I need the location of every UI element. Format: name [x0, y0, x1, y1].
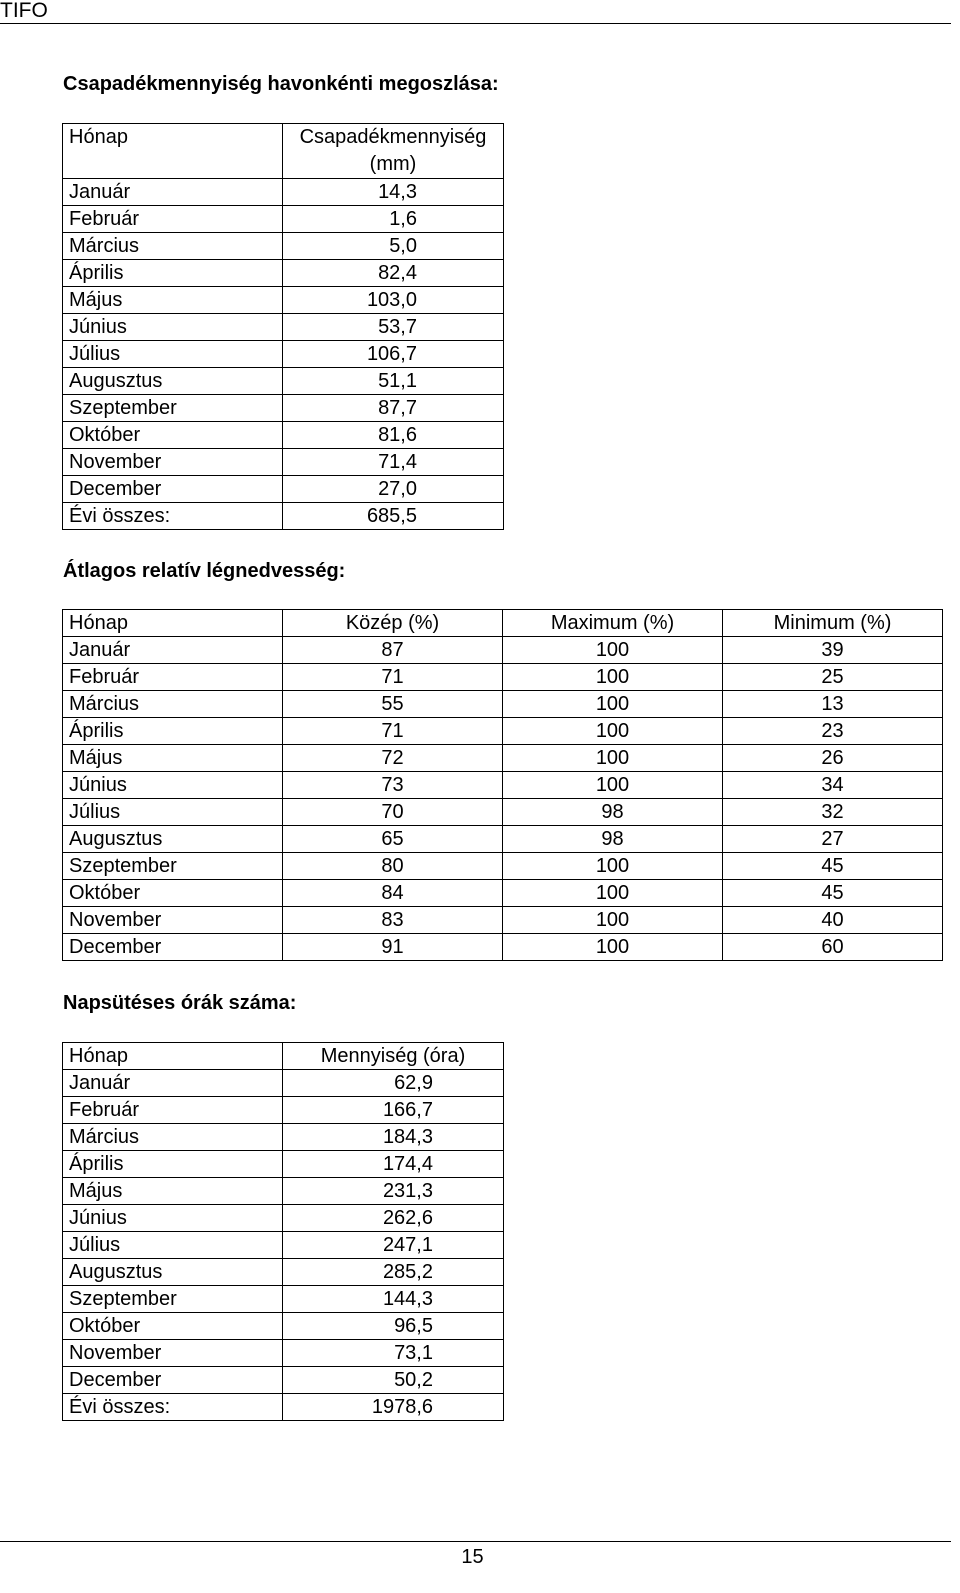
row-label: Augusztus — [63, 826, 283, 853]
table-row — [63, 476, 504, 503]
cell-value: 100 — [503, 772, 723, 799]
cell-value: 13 — [723, 691, 943, 718]
cell-value: 100 — [503, 637, 723, 664]
cell-value: 55 — [283, 691, 503, 718]
row-label: Október — [63, 1313, 283, 1340]
table-row — [63, 1151, 504, 1178]
cell-value: 1978,6 — [283, 1394, 504, 1421]
table-row — [63, 341, 504, 368]
humidity-title: Átlagos relatív légnedvesség: — [63, 560, 346, 582]
column-header: Közép (%) — [283, 610, 503, 637]
table-row — [63, 799, 943, 826]
cell-value: 106,7 — [283, 341, 504, 368]
cell-value: 144,3 — [283, 1286, 504, 1313]
cell-value: 34 — [723, 772, 943, 799]
table-row — [63, 314, 504, 341]
column-header: Maximum (%) — [503, 610, 723, 637]
cell-value: 80 — [283, 853, 503, 880]
cell-value: 685,5 — [283, 503, 504, 530]
precipitation-table — [62, 123, 504, 530]
cell-value: 45 — [723, 853, 943, 880]
table-row — [63, 1259, 504, 1286]
cell-value: 62,9 — [283, 1070, 504, 1097]
row-label: Május — [63, 287, 283, 314]
cell-value: 70 — [283, 799, 503, 826]
cell-value: 100 — [503, 664, 723, 691]
table-row — [63, 1205, 504, 1232]
row-label: Augusztus — [63, 368, 283, 395]
cell-value: 40 — [723, 907, 943, 934]
row-label: Március — [63, 1124, 283, 1151]
column-header: Minimum (%) — [723, 610, 943, 637]
cell-value: 71 — [283, 664, 503, 691]
cell-value: 174,4 — [283, 1151, 504, 1178]
cell-value: 100 — [503, 934, 723, 961]
row-label: Május — [63, 1178, 283, 1205]
cell-value: 73,1 — [283, 1340, 504, 1367]
table-row — [63, 1313, 504, 1340]
row-label: Április — [63, 718, 283, 745]
row-label: December — [63, 934, 283, 961]
table-row — [63, 1070, 504, 1097]
cell-value: 100 — [503, 853, 723, 880]
cell-value: 82,4 — [283, 260, 504, 287]
sunshine-table — [62, 1042, 504, 1421]
cell-value: 27,0 — [283, 476, 504, 503]
column-header: Csapadékmennyiség (mm) — [283, 124, 504, 179]
humidity-table — [62, 609, 943, 961]
table-row — [63, 368, 504, 395]
table-row — [63, 503, 504, 530]
cell-value: 262,6 — [283, 1205, 504, 1232]
table-row — [63, 1286, 504, 1313]
row-label: Július — [63, 1232, 283, 1259]
cell-value: 1,6 — [283, 206, 504, 233]
table-row — [63, 1394, 504, 1421]
row-label: November — [63, 907, 283, 934]
table-row — [63, 1097, 504, 1124]
cell-value: 100 — [503, 718, 723, 745]
row-label: Február — [63, 1097, 283, 1124]
table-row — [63, 260, 504, 287]
table-row — [63, 1340, 504, 1367]
cell-value: 98 — [503, 799, 723, 826]
table-row — [63, 449, 504, 476]
column-header: Hónap — [63, 610, 283, 637]
page-number: 15 — [461, 1546, 484, 1568]
cell-value: 71,4 — [283, 449, 504, 476]
cell-value: 71 — [283, 718, 503, 745]
table-row — [63, 233, 504, 260]
cell-value: 50,2 — [283, 1367, 504, 1394]
row-label: Augusztus — [63, 1259, 283, 1286]
humidity-table-body — [63, 610, 943, 961]
cell-value: 73 — [283, 772, 503, 799]
footer-divider — [0, 1541, 951, 1542]
cell-value: 27 — [723, 826, 943, 853]
table-row — [63, 395, 504, 422]
table-row — [63, 907, 943, 934]
cell-value: 87,7 — [283, 395, 504, 422]
row-label: November — [63, 1340, 283, 1367]
table-row — [63, 880, 943, 907]
row-label: Évi összes: — [63, 1394, 283, 1421]
table-row — [63, 745, 943, 772]
row-label: Április — [63, 1151, 283, 1178]
cell-value: 23 — [723, 718, 943, 745]
cell-value: 45 — [723, 880, 943, 907]
cell-value: 103,0 — [283, 287, 504, 314]
row-label: Május — [63, 745, 283, 772]
row-label: Január — [63, 637, 283, 664]
row-label: Január — [63, 1070, 283, 1097]
running-header: TIFO — [0, 0, 48, 22]
table-row — [63, 718, 943, 745]
cell-value: 100 — [503, 745, 723, 772]
table-header-row — [63, 124, 504, 179]
cell-value: 100 — [503, 880, 723, 907]
row-label: December — [63, 476, 283, 503]
row-label: Szeptember — [63, 1286, 283, 1313]
cell-value: 32 — [723, 799, 943, 826]
sunshine-table-body — [63, 1043, 504, 1421]
row-label: Június — [63, 772, 283, 799]
row-label: Február — [63, 664, 283, 691]
cell-value: 247,1 — [283, 1232, 504, 1259]
column-header: Hónap — [63, 1043, 283, 1070]
cell-value: 51,1 — [283, 368, 504, 395]
table-row — [63, 934, 943, 961]
table-row — [63, 772, 943, 799]
row-label: Szeptember — [63, 853, 283, 880]
cell-value: 87 — [283, 637, 503, 664]
row-label: Július — [63, 341, 283, 368]
row-label: November — [63, 449, 283, 476]
table-row — [63, 179, 504, 206]
row-label: Június — [63, 1205, 283, 1232]
column-header: Mennyiség (óra) — [283, 1043, 504, 1070]
header-divider — [0, 23, 951, 24]
table-row — [63, 1367, 504, 1394]
cell-value: 60 — [723, 934, 943, 961]
cell-value: 285,2 — [283, 1259, 504, 1286]
table-header-row — [63, 1043, 504, 1070]
table-header-row — [63, 610, 943, 637]
row-label: Október — [63, 422, 283, 449]
cell-value: 96,5 — [283, 1313, 504, 1340]
row-label: Július — [63, 799, 283, 826]
cell-value: 65 — [283, 826, 503, 853]
row-label: December — [63, 1367, 283, 1394]
cell-value: 81,6 — [283, 422, 504, 449]
row-label: Április — [63, 260, 283, 287]
cell-value: 72 — [283, 745, 503, 772]
row-label: Október — [63, 880, 283, 907]
table-row — [63, 691, 943, 718]
row-label: Február — [63, 206, 283, 233]
cell-value: 100 — [503, 907, 723, 934]
table-row — [63, 422, 504, 449]
cell-value: 91 — [283, 934, 503, 961]
cell-value: 84 — [283, 880, 503, 907]
cell-value: 166,7 — [283, 1097, 504, 1124]
table-row — [63, 637, 943, 664]
row-label: Szeptember — [63, 395, 283, 422]
cell-value: 98 — [503, 826, 723, 853]
row-label: Január — [63, 179, 283, 206]
cell-value: 25 — [723, 664, 943, 691]
precipitation-table-body — [63, 124, 504, 530]
column-header: Hónap — [63, 124, 283, 179]
row-label: Március — [63, 233, 283, 260]
cell-value: 39 — [723, 637, 943, 664]
cell-value: 14,3 — [283, 179, 504, 206]
table-row — [63, 206, 504, 233]
cell-value: 53,7 — [283, 314, 504, 341]
cell-value: 100 — [503, 691, 723, 718]
table-row — [63, 1178, 504, 1205]
table-row — [63, 826, 943, 853]
sunshine-title: Napsütéses órák száma: — [63, 992, 297, 1014]
cell-value: 5,0 — [283, 233, 504, 260]
row-label: Június — [63, 314, 283, 341]
cell-value: 231,3 — [283, 1178, 504, 1205]
table-row — [63, 287, 504, 314]
row-label: Március — [63, 691, 283, 718]
table-row — [63, 853, 943, 880]
table-row — [63, 664, 943, 691]
table-row — [63, 1124, 504, 1151]
precipitation-title: Csapadékmennyiség havonkénti megoszlása: — [63, 73, 499, 95]
row-label: Évi összes: — [63, 503, 283, 530]
cell-value: 184,3 — [283, 1124, 504, 1151]
cell-value: 83 — [283, 907, 503, 934]
cell-value: 26 — [723, 745, 943, 772]
table-row — [63, 1232, 504, 1259]
